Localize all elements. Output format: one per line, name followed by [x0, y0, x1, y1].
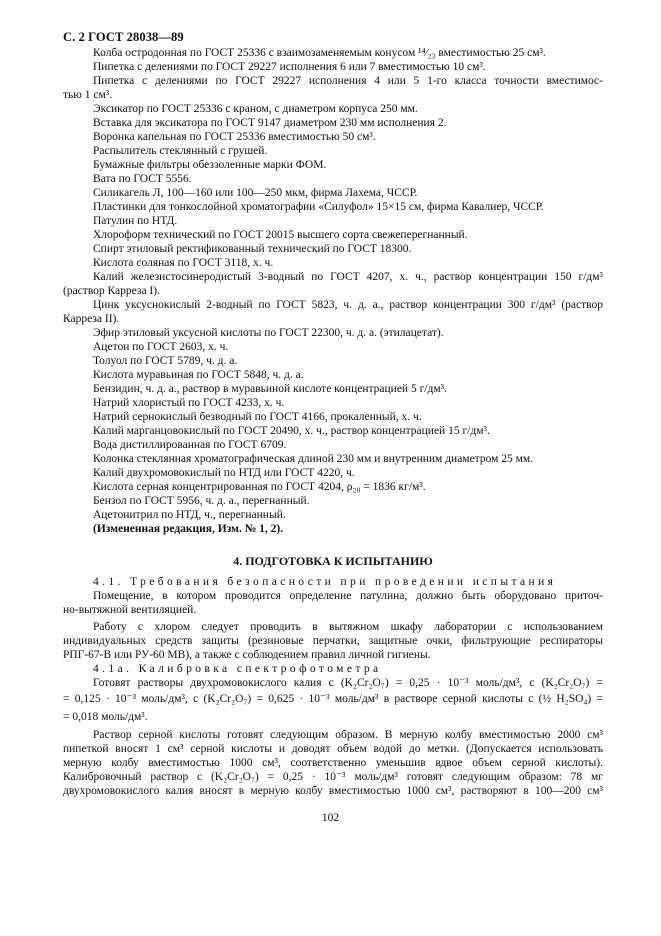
reagent-line: Натрий сернокислый безводный по ГОСТ 4166, прокаленный, х. ч.	[93, 411, 422, 423]
reagent-line: Кислота муравьиная по ГОСТ 5848, ч. д. а.	[93, 369, 304, 381]
page-header: С. 2 ГОСТ 28038—89	[63, 30, 184, 44]
reagent-line: Силикагель Л, 100—160 или 100—250 мкм, фирма Лахема, ЧССР.	[93, 187, 418, 199]
reagent-line: Воронка капельная по ГОСТ 25336 вместимостью 50 см³.	[93, 131, 376, 143]
paragraph-line: = 0,125 · 10⁻³ моль/дм³, c (K₂Cr₂O₇) = 0,625 · 10⁻³ моль/дм³ в растворе серной кислоты c (½ H₂SO₄) =	[63, 693, 603, 705]
reagent-line: Натрий хлористый по ГОСТ 4233, х. ч.	[93, 397, 285, 409]
reagent-line: Вода дистиллированная по ГОСТ 6709.	[93, 439, 287, 451]
reagent-line: Кислота серная концентрированная по ГОСТ 4204, ρ₂₀ = 1836 кг/м³.	[93, 481, 426, 493]
reagent-line: Толуол по ГОСТ 5789, ч. д. а.	[93, 355, 238, 367]
paragraph-line: индивидуальных средств защиты (резиновые перчатки, защитные очки, фильтрующие респираторы	[63, 635, 603, 647]
reagent-line: Кислота соляная по ГОСТ 3118, х. ч.	[93, 257, 274, 269]
paragraph-line: Калибровочный раствор c (K₂Cr₂O₇) = 0,25 · 10⁻³ моль/дм³ готовят следующим образом: 78 мг	[63, 771, 603, 783]
paragraph-line: Работу с хлором следует проводить в вытяжном шкафу лаборатории с использованием	[93, 621, 603, 633]
reagent-line: Калий двухромовокислый по НТД или ГОСТ 4220, ч.	[93, 467, 355, 479]
reagent-line: Патулин по НТД.	[93, 215, 178, 227]
reagent-line: Бумажные фильтры обеззоленные марки ФОМ.	[93, 159, 327, 171]
reagent-line: Колба остродонная по ГОСТ 25336 с взаимозаменяемым конусом ¹⁴⁄₂₃ вместимостью 25 см³.	[93, 47, 546, 59]
reagent-line: Калий марганцовокислый по ГОСТ 20490, х. ч., раствор концентрацией 15 г/дм³.	[93, 425, 490, 437]
paragraph-line: Готовят растворы двухромовокислого калия c (K₂Cr₂O₇) = 0,25 · 10⁻³ моль/дм³, c (K₂Cr₂O₇) =	[93, 677, 603, 689]
reagent-line: Распылитель стеклянный с грушей.	[93, 145, 268, 157]
reagent-line: Колонка стеклянная хроматографическая длиной 230 мм и внутренним диаметром 25 мм.	[93, 453, 534, 465]
paragraph-line: двухромовокислого калия вносят в мерную колбу вместимостью 1000 см³, растворяют в 100—200 см³	[63, 785, 603, 797]
subsection-heading: 4.1а. Калибровка спектрофотометра	[93, 663, 382, 675]
page-number: 102	[321, 812, 340, 824]
paragraph-line: Раствор серной кислоты готовят следующим образом. В мерную колбу вместимостью 2000 см³	[93, 729, 603, 741]
paragraph-line: мерную колбу вместимостью 1000 см³, соответственно уменьшив вдвое объем серной кислоты).	[63, 757, 603, 769]
reagent-line: Цинк уксуснокислый 2-водный по ГОСТ 5823, ч. д. а., раствор концентрации 300 г/дм³ (раствор	[93, 299, 603, 311]
reagent-line: тью 1 см³.	[63, 89, 113, 101]
paragraph-line: пипеткой вносят 1 см³ серной кислоты и доводят объем водой до метки. (Допускается использовать	[63, 743, 603, 755]
reagent-line: Пипетка с делениями по ГОСТ 29227 исполнения 4 или 5 1-го класса точности вместимос-	[93, 75, 603, 87]
reagent-line: Пипетка с делениями по ГОСТ 29227 исполнения 6 или 7 вместимостью 10 см³.	[93, 61, 486, 73]
paragraph-line: но-вытяжной вентиляцией.	[63, 604, 197, 616]
reagent-line: Вата по ГОСТ 5556.	[93, 173, 192, 185]
reagent-line: Хлороформ технический по ГОСТ 20015 высшего сорта свежеперегнанный.	[93, 229, 468, 241]
subsection-heading: 4.1. Требования безопасности при проведении испытания	[93, 576, 557, 588]
reagent-line: Вставка для эксикатора по ГОСТ 9147 диаметром 230 мм исполнения 2.	[93, 117, 447, 129]
reagent-line: Ацетон по ГОСТ 2603, х. ч.	[93, 341, 229, 353]
paragraph-line: РПГ-67-В или РУ-60 МВ), а также с соблюдением правил личной гигиены.	[63, 649, 431, 661]
reagent-line: (раствор Карреза I).	[63, 285, 160, 297]
paragraph-line: Помещение, в котором проводится определение патулина, должно быть оборудовано приточ-	[93, 590, 603, 602]
amendment-note: (Измененная редакция, Изм. № 1, 2).	[93, 523, 284, 535]
reagent-line: Ацетонитрил по НТД, ч., перегнанный.	[93, 509, 286, 521]
reagent-line: Пластинки для тонкослойной хроматографии «Силуфол» 15×15 см, фирма Кавалиер, ЧССР.	[93, 201, 544, 213]
reagent-line: Карреза II).	[63, 313, 120, 325]
section-title: 4. ПОДГОТОВКА К ИСПЫТАНИЮ	[233, 554, 433, 568]
reagent-line: Калий железистосинеродистый 3-водный по ГОСТ 4207, х. ч., раствор концентрации 150 г/дм³	[93, 271, 603, 283]
reagent-line: Бензол по ГОСТ 5956, ч. д. а., перегнанный.	[93, 495, 310, 507]
reagent-line: Эфир этиловый уксусной кислоты по ГОСТ 22300, ч. д. а. (этилацетат).	[93, 327, 444, 339]
paragraph-line: = 0,018 моль/дм³.	[63, 711, 148, 723]
reagent-line: Бензидин, ч. д. а., раствор в муравьиной кислоте концентрацией 5 г/дм³.	[93, 383, 447, 395]
reagent-line: Спирт этиловый ректификованный технический по ГОСТ 18300.	[93, 243, 412, 255]
reagent-line: Эксикатор по ГОСТ 25336 с краном, с диаметром корпуса 250 мм.	[93, 103, 418, 115]
